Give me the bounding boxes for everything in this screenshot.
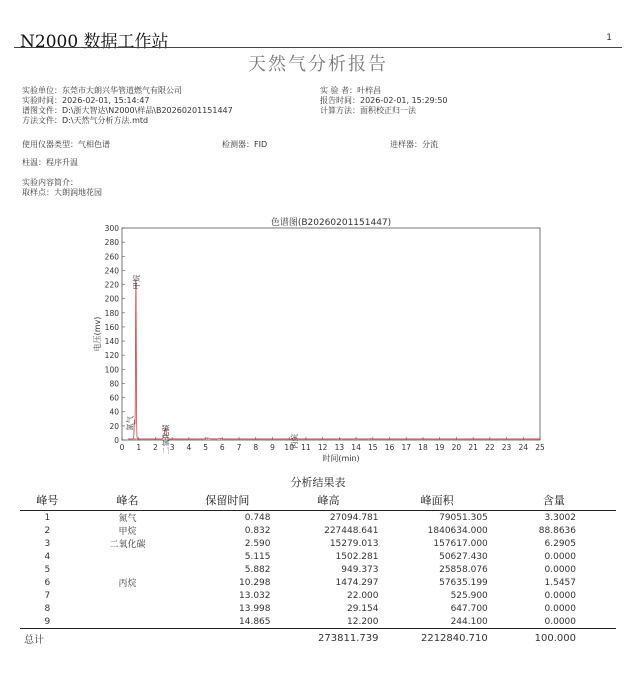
total-cell: 2212840.710 (383, 629, 492, 648)
results-header-row (20, 490, 616, 511)
table-cell: 氮气 (118, 514, 137, 524)
results-title: 分析结果表 (290, 476, 346, 489)
table-cell (75, 602, 181, 615)
table-cell: 14.865 (239, 616, 271, 627)
table-cell (75, 615, 181, 629)
y-tick-label: 40 (109, 407, 119, 417)
x-tick-label: 9 (270, 443, 275, 452)
plot-frame (122, 228, 540, 440)
detector: 检测器：FID (222, 140, 268, 149)
x-tick-label: 15 (368, 443, 378, 452)
table-cell: 50627.430 (439, 551, 488, 562)
peak-label: 氮气 (125, 415, 135, 431)
table-cell: 0.0000 (544, 603, 576, 614)
experiment-intro: 实验内容简介： (22, 178, 78, 187)
table-row (20, 563, 616, 576)
meta-row-spectrum-file: 谱图文件：D:\浙大智达\N2000\样品\B20260201151447 (22, 106, 233, 115)
table-cell: 1 (44, 512, 51, 523)
chart-title: 色谱图(B20260201151447) (270, 218, 392, 228)
table-cell: 525.900 (450, 590, 488, 601)
y-tick-label: 80 (109, 379, 119, 389)
table-cell: 5 (44, 564, 51, 575)
chromatogram-svg (90, 216, 550, 466)
x-tick-label: 25 (535, 443, 545, 452)
y-axis-label: 电压(mv) (93, 316, 102, 352)
table-cell: 0.0000 (544, 590, 576, 601)
app-title: N2000 数据工作站 (20, 32, 169, 52)
table-cell: 22.000 (347, 590, 379, 601)
x-tick-label: 8 (253, 443, 259, 452)
results-table (20, 490, 616, 647)
table-cell: 647.700 (450, 603, 488, 614)
table-cell: 88.8636 (538, 525, 576, 536)
meta-right (320, 86, 448, 116)
header-divider (14, 47, 622, 48)
y-tick-label: 200 (104, 294, 119, 304)
table-cell: 79051.305 (439, 512, 488, 523)
total-cell: 273811.739 (275, 629, 383, 648)
table-row (20, 576, 616, 589)
table-cell: 9 (44, 616, 51, 627)
x-tick-label: 7 (236, 443, 242, 452)
table-cell (75, 563, 181, 576)
x-tick-label: 3 (169, 443, 175, 452)
x-tick-label: 11 (301, 443, 311, 452)
table-cell: 0.832 (244, 525, 271, 536)
y-tick-label: 120 (104, 351, 119, 361)
table-cell: 3 (44, 538, 51, 549)
x-tick-label: 0 (119, 443, 125, 452)
table-cell: 7 (44, 590, 51, 601)
table-cell: 1.5457 (544, 577, 576, 588)
y-tick-label: 240 (104, 266, 119, 276)
y-tick-label: 160 (104, 322, 119, 332)
x-tick-label: 21 (468, 443, 478, 452)
page-number: 1 (606, 33, 612, 43)
total-cell (75, 629, 181, 648)
table-cell: 1840634.000 (427, 525, 488, 536)
report-title: 天然气分析报告 (248, 54, 388, 75)
x-tick-label: 12 (317, 443, 328, 452)
table-cell: 10.298 (239, 577, 271, 588)
table-row (20, 511, 616, 525)
table-cell: 1474.297 (335, 577, 379, 588)
table-cell (75, 550, 181, 563)
table-cell: 二氧化碳 (109, 540, 146, 550)
injector: 进样器：分流 (390, 140, 438, 149)
peak-label: 二氧化碳 (161, 424, 171, 455)
x-tick-label: 5 (203, 443, 208, 452)
table-row (20, 550, 616, 563)
results-body (20, 511, 616, 648)
table-cell: 5.115 (244, 551, 271, 562)
col-peak-name: 峰名 (75, 490, 181, 511)
table-cell: 丙烷 (118, 579, 137, 589)
table-cell: 157617.000 (433, 538, 488, 549)
table-cell: 12.200 (347, 616, 379, 627)
total-row (20, 629, 616, 648)
table-cell: 0.0000 (544, 564, 576, 575)
meta-row-unit: 实验单位：东莞市大朗兴华管道燃气有限公司 (22, 86, 182, 95)
table-cell: 25858.076 (439, 564, 488, 575)
y-tick-label: 180 (104, 308, 119, 318)
meta-row-method-file: 方法文件：D:\天然气分析方法.mtd (22, 116, 149, 125)
y-tick-label: 260 (104, 252, 119, 262)
col-peak-height: 峰高 (275, 490, 383, 511)
x-tick-label: 19 (434, 443, 445, 452)
meta-left (22, 86, 233, 126)
table-cell: 0.748 (244, 512, 271, 523)
x-tick-label: 17 (401, 443, 412, 452)
x-tick-label: 1 (136, 443, 142, 452)
table-cell: 29.154 (347, 603, 379, 614)
instrument-type: 使用仪器类型：气相色谱 (22, 140, 110, 149)
x-tick-label: 14 (351, 443, 361, 452)
meta-row-experimenter: 实 验 者：叶梓昌 (320, 86, 382, 95)
table-row (20, 524, 616, 537)
total-cell: 100.000 (492, 629, 616, 648)
table-cell: 1502.281 (335, 551, 379, 562)
y-tick-label: 140 (104, 337, 119, 347)
table-row (20, 589, 616, 602)
table-cell: 2 (44, 525, 51, 536)
table-cell: 27094.781 (329, 512, 379, 523)
table-cell: 2.590 (244, 538, 271, 549)
meta-row-report-time: 报告时间：2026-02-01, 15:29:50 (320, 96, 448, 105)
peak-label: 甲烷 (131, 274, 141, 290)
table-cell: 227448.641 (324, 525, 379, 536)
table-cell: 甲烷 (118, 527, 137, 537)
signal-trace (128, 279, 540, 439)
column-temp: 柱温：程序升温 (22, 158, 78, 167)
x-axis-label: 时间(min) (322, 454, 360, 463)
table-cell: 8 (44, 603, 51, 614)
y-tick-label: 20 (109, 421, 119, 431)
table-row (20, 615, 616, 629)
table-cell: 15279.013 (329, 538, 379, 549)
table-cell (75, 589, 181, 602)
table-cell: 4 (44, 551, 51, 562)
col-retention-time: 保留时间 (180, 490, 274, 511)
total-cell: 总计 (20, 629, 75, 648)
table-cell: 13.998 (239, 603, 271, 614)
table-cell: 6.2905 (544, 538, 576, 549)
x-tick-label: 20 (451, 443, 462, 452)
table-cell: 5.882 (244, 564, 271, 575)
table-row (20, 602, 616, 615)
x-tick-label: 4 (186, 443, 192, 452)
table-cell: 0.0000 (544, 616, 576, 627)
col-peak-no: 峰号 (20, 490, 75, 511)
table-cell: 0.0000 (544, 551, 576, 562)
table-cell: 244.100 (450, 616, 488, 627)
y-tick-label: 0 (114, 436, 119, 445)
x-tick-label: 6 (219, 443, 225, 452)
table-cell: 6 (44, 577, 51, 588)
sampling-point: 取样点：大朗润地花园 (22, 188, 102, 197)
table-row (20, 537, 616, 550)
col-content: 含量 (492, 490, 616, 511)
chromatogram-chart (90, 216, 550, 466)
y-tick-label: 220 (104, 280, 119, 290)
table-cell: 949.373 (341, 564, 379, 575)
table-cell: 13.032 (239, 590, 271, 601)
table-cell: 3.3002 (544, 512, 576, 523)
total-cell (180, 629, 274, 648)
x-tick-label: 16 (384, 443, 395, 452)
meta-row-exp-time: 实验时间：2026-02-01, 15:14:47 (22, 96, 150, 105)
x-tick-label: 18 (418, 443, 428, 452)
y-tick-label: 280 (104, 238, 119, 248)
col-peak-area: 峰面积 (383, 490, 492, 511)
y-tick-label: 100 (104, 365, 119, 375)
x-tick-label: 23 (501, 443, 512, 452)
x-tick-label: 24 (518, 443, 529, 452)
peak-label: 丙烷 (290, 433, 300, 449)
y-tick-label: 300 (104, 224, 119, 233)
y-tick-label: 60 (109, 393, 119, 403)
x-tick-label: 2 (153, 443, 158, 452)
x-tick-label: 13 (334, 443, 345, 452)
table-cell: 57635.199 (439, 577, 488, 588)
meta-row-calc-method: 计算方法：面积校正归一法 (320, 106, 416, 115)
x-tick-label: 22 (485, 443, 495, 452)
x-tick-label: 10 (284, 443, 294, 452)
